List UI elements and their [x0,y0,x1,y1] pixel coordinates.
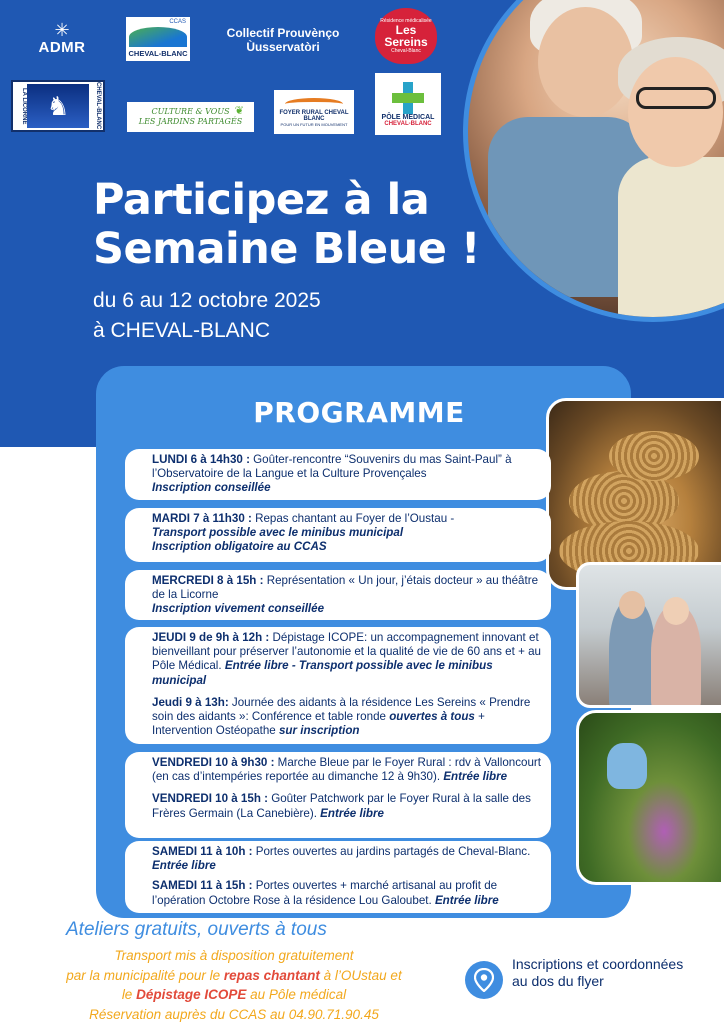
licorne-logo: LA LICORNE ♞ CHEVAL-BLANC [11,80,105,132]
couple-cooking-photo [576,562,724,708]
pole-medical-logo: PÔLE MÉDICAL CHEVAL-BLANC [375,73,441,135]
programme-entry-samedi: SAMEDI 11 à 10h : Portes ouvertes au jardins partagés de Cheval-Blanc. Entrée libre SAMEDI 11 à 15h : Portes ouvertes + marché artisanal au profit de l’opération Octobre Rose à la résidence Lou Galoubet. Entrée libre [125,841,551,913]
programme-title: PROGRAMME [253,396,465,429]
unicorn-icon: ♞ [27,84,89,128]
page-title: Participez à la Semaine Bleue ! [93,175,480,274]
admr-logo: ✳ ADMR [38,19,86,56]
programme-entry-jeudi: JEUDI 9 de 9h à 12h : Dépistage ICOPE: un accompagnement innovant et bienveillant pour préserver l’autonomie et la qualité de vie de 60 ans et + au Pôle Médical. Entrée libre - Transport possible avec le minibus municipal Jeudi 9 à 13h: Journée des aidants à la résidence Les Sereins « Prendre soin des aidants »: Conférence et table ronde ouvertes à tous + Intervention Ostéopathe sur inscription [125,627,551,744]
location-pin-icon [465,961,503,999]
hills-icon [129,27,187,47]
swoosh-icon [285,98,343,110]
programme-entry-lundi: LUNDI 6 à 14h30 : Goûter-rencontre “Souvenirs du mas Saint-Paul” à l’Observatoire de la Langue et la Culture Provençales Inscription conseillée [125,449,551,500]
programme-subentry-samedi-octobre-rose: SAMEDI 11 à 15h : Portes ouvertes + marché artisanal au profit de l’opération Octobre Rose à la résidence Lou Galoubet. Entrée libre [152,879,499,907]
ateliers-gratuits-heading: Ateliers gratuits, ouverts à tous [66,919,327,940]
programme-subentry-jeudi-aidants: Jeudi 9 à 13h: Journée des aidants à la résidence Les Sereins « Prendre soin des aidants »: Conférence et table ronde ouvertes à tous + Intervention Ostéopathe sur inscription [152,695,531,738]
transport-info: Transport mis à disposition gratuitement par la municipalité pour le repas chantant à l’OUstau et le Dépistage ICOPE au Pôle médical Réservation auprès du CCAS au 04.90.71.90.45 [66,948,402,1022]
collectif-logo: Collectif Prouvènço Ùusservatòri [226,26,340,54]
inscriptions-info: Inscriptions et coordonnées au dos du flyer [512,956,684,989]
programme-entry-mercredi: MERCREDI 8 à 15h : Représentation « Un jour, j’étais docteur » au théâtre de la Licorne Inscription vivement conseillée [125,570,551,620]
programme-entry-mardi: MARDI 7 à 11h30 : Repas chantant au Foyer de l’Oustau - Transport possible avec le minibus municipal Inscription obligatoire au CCAS [125,508,551,562]
les-sereins-logo: Résidence médicalisée Les Sereins Cheval-Blanc [375,8,437,64]
seniors-photo [463,0,724,322]
programme-subentry-vendredi-patchwork: VENDREDI 10 à 15h : Goûter Patchwork par le Foyer Rural à la salle des Frères Germain (La Canebière). Entrée libre [152,792,531,820]
admr-people-icon: ✳ [54,19,70,40]
foyer-rural-logo: FOYER RURAL CHEVAL BLANC POUR UN FUTUR EN MOUVEMENT [274,90,354,134]
leaf-icon: ❦ [234,105,244,117]
programme-entry-vendredi: VENDREDI 10 à 9h30 : Marche Bleue par le Foyer Rural : rdv à Valloncourt (en cas d’intempéries reportée au dimanche 12 à 9h30). Entrée libre VENDREDI 10 à 15h : Goûter Patchwork par le Foyer Rural à la salle des Frères Germain (La Canebière). Entrée libre [125,752,551,838]
jardins-partages-logo: ❦ CULTURE & VOUS LES JARDINS PARTAGÉS [127,102,254,132]
gardening-photo [576,710,724,885]
ccas-logo: CCAS CHEVAL-BLANC [126,17,190,61]
event-dates: du 6 au 12 octobre 2025 à CHEVAL-BLANC [93,289,321,342]
medical-cross-icon [392,82,424,114]
